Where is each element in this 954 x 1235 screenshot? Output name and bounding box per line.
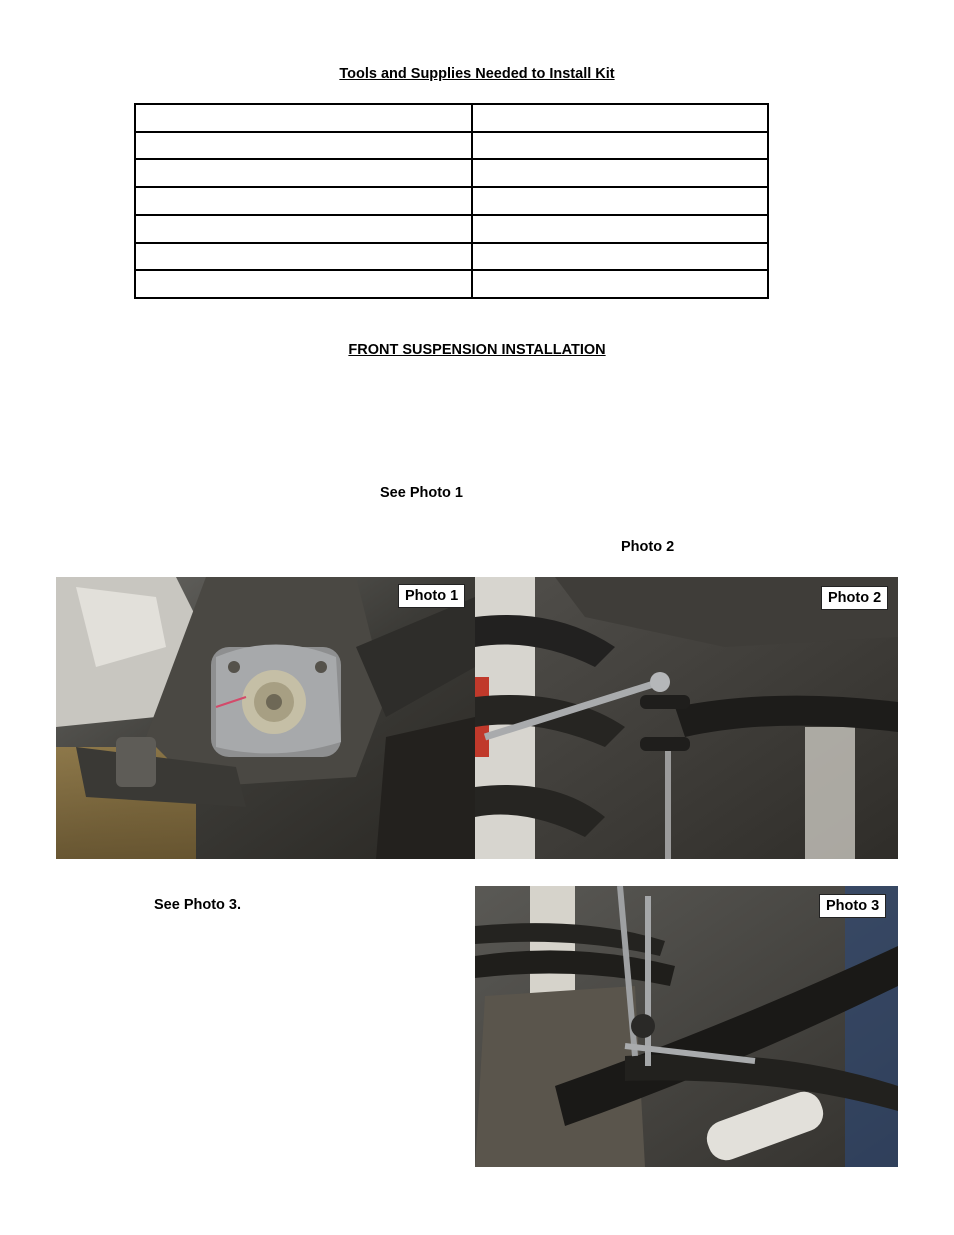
photo-3-image [475,886,898,1167]
tools-table-row [135,270,768,298]
tools-table-cell [472,187,768,215]
see-photo-1-note: See Photo 1 [380,485,463,501]
tools-table-cell [135,187,472,215]
tools-table-cell [472,243,768,271]
tools-table-row [135,132,768,160]
photo-1 [56,577,475,859]
tools-table-cell [472,104,768,132]
tools-table-row [135,104,768,132]
photo-2-image [475,577,898,859]
tools-table-row [135,215,768,243]
tools-table-cell [472,215,768,243]
photo-2-reference: Photo 2 [621,539,675,555]
photo-2 [475,577,898,859]
photo-1-image [56,577,475,859]
tools-table-cell [135,159,472,187]
tools-table-row [135,243,768,271]
photo-3 [475,886,898,1167]
tools-table-cell [135,270,472,298]
tools-table-row [135,187,768,215]
tools-table-cell [135,104,472,132]
tools-table-cell [135,243,472,271]
tools-heading: Tools and Supplies Needed to Install Kit [339,66,615,82]
photo-1-label: Photo 1 [398,584,465,608]
photo-3-label: Photo 3 [819,894,886,918]
tools-table-cell [472,270,768,298]
tools-table [134,103,769,299]
photo-2-label: Photo 2 [821,586,888,610]
front-suspension-heading: FRONT SUSPENSION INSTALLATION [348,342,606,358]
tools-table-cell [472,159,768,187]
see-photo-3-note: See Photo 3. [154,897,242,913]
tools-table-cell [472,132,768,160]
tools-table-cell [135,132,472,160]
tools-table-row [135,159,768,187]
tools-table-cell [135,215,472,243]
